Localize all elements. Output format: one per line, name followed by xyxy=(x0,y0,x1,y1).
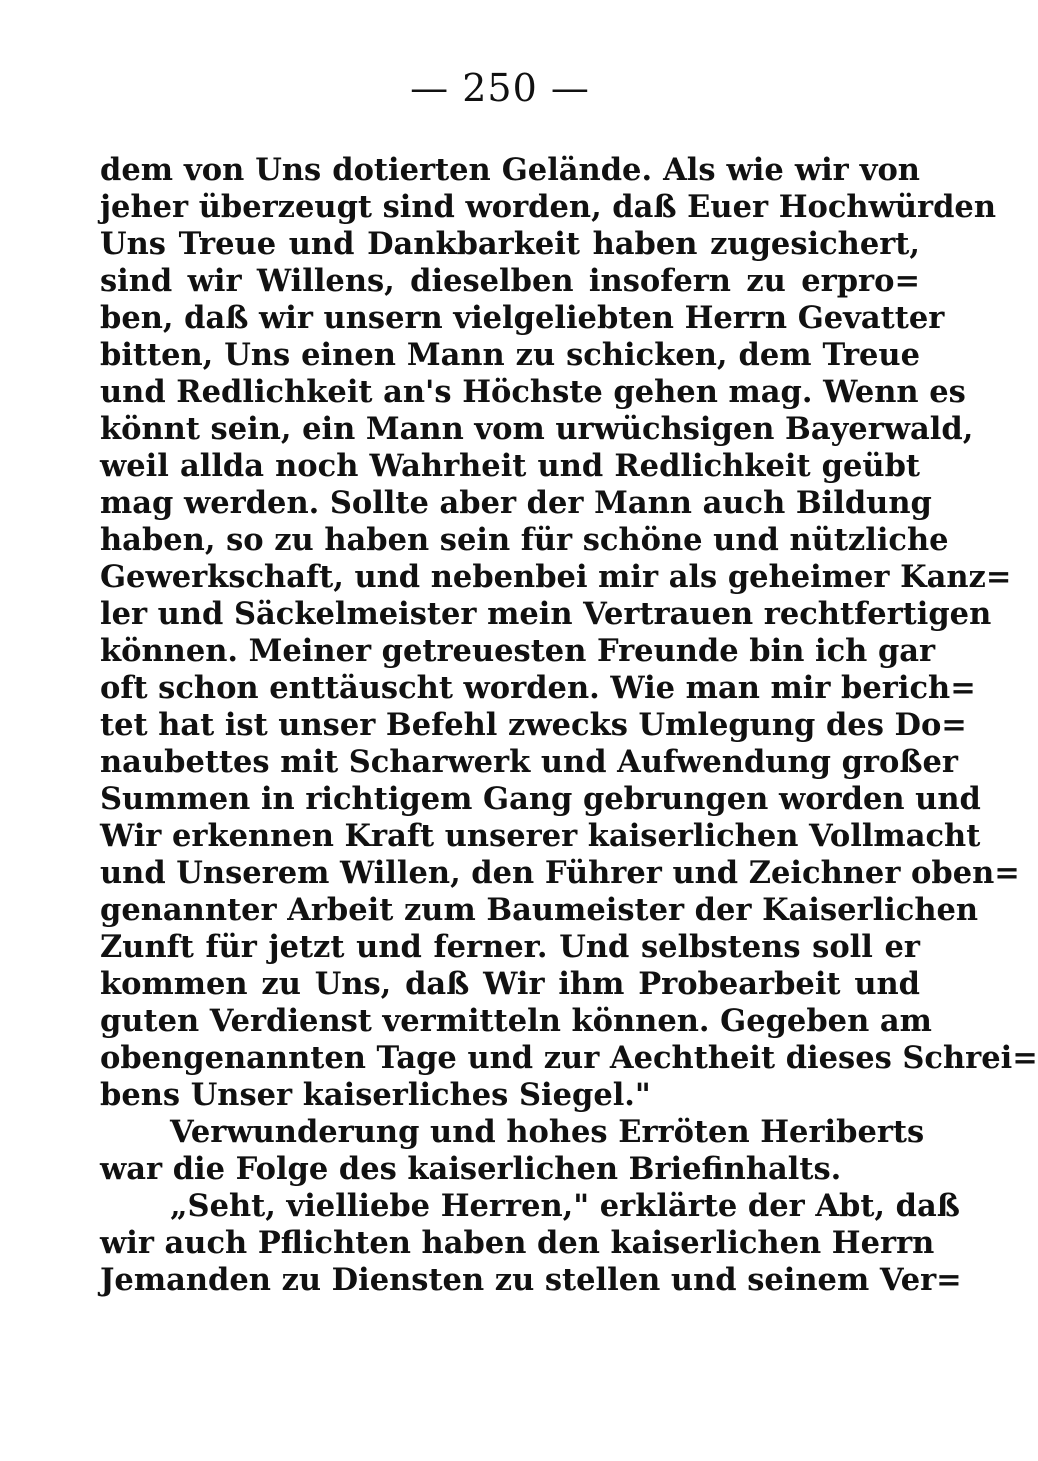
text-line: jeher überzeugt sind worden, daß Euer Hochwürden xyxy=(100,189,997,225)
text-line: mag werden. Sollte aber der Mann auch Bildung xyxy=(100,485,932,521)
text-line: genannter Arbeit zum Baumeister der Kaiserlichen xyxy=(100,892,979,928)
body-text xyxy=(100,152,1038,1299)
text-line: naubettes mit Scharwerk und Aufwendung großer xyxy=(100,744,958,780)
page-number: — 250 — xyxy=(410,66,590,110)
text-line: Gewerkschaft, und nebenbei mir als geheimer Kanz= xyxy=(100,559,1012,595)
text-line: tet hat ist unser Befehl zwecks Umlegung des Do= xyxy=(100,707,967,743)
text-line: können. Meiner getreuesten Freunde bin ich gar xyxy=(100,633,936,669)
text-line: und Redlichkeit an's Höchste gehen mag. Wenn es xyxy=(100,374,966,410)
text-line: sind wir Willens, dieselben insofern zu erpro= xyxy=(100,263,920,299)
text-line: kommen zu Uns, daß Wir ihm Probearbeit und xyxy=(100,966,920,1002)
text-line: und Unserem Willen, den Führer und Zeichner oben= xyxy=(100,855,1020,891)
text-line: könnt sein, ein Mann vom urwüchsigen Bayerwald, xyxy=(100,411,974,447)
text-line: haben, so zu haben sein für schöne und nützliche xyxy=(100,522,949,558)
text-line: ben, daß wir unsern vielgeliebten Herrn Gevatter xyxy=(100,300,945,336)
text-line: oft schon enttäuscht worden. Wie man mir berich= xyxy=(100,670,976,706)
text-line: wir auch Pflichten haben den kaiserlichen Herrn xyxy=(100,1225,935,1261)
text-line: Summen in richtigem Gang gebrungen worden und xyxy=(100,781,981,817)
text-line: Verwunderung und hohes Erröten Heriberts xyxy=(170,1114,925,1150)
text-line: Zunft für jetzt und ferner. Und selbstens soll er xyxy=(100,929,920,965)
text-line: bens Unser kaiserliches Siegel." xyxy=(100,1077,651,1113)
text-line: bitten, Uns einen Mann zu schicken, dem Treue xyxy=(100,337,920,373)
text-line: dem von Uns dotierten Gelände. Als wie wir von xyxy=(100,152,920,188)
text-line: Uns Treue und Dankbarkeit haben zugesichert, xyxy=(100,226,920,262)
text-line: war die Folge des kaiserlichen Briefinhalts. xyxy=(100,1151,842,1187)
text-line: ler und Säckelmeister mein Vertrauen rechtfertigen xyxy=(100,596,992,632)
text-line: „Seht, vielliebe Herren," erklärte der Abt, daß xyxy=(170,1188,960,1224)
text-line: obengenannten Tage und zur Aechtheit dieses Schrei= xyxy=(100,1040,1038,1076)
text-line: Wir erkennen Kraft unserer kaiserlichen Vollmacht xyxy=(100,818,981,854)
text-line: weil allda noch Wahrheit und Redlichkeit geübt xyxy=(100,448,920,484)
text-line: guten Verdienst vermitteln können. Gegeben am xyxy=(100,1003,932,1039)
text-line: Jemanden zu Diensten zu stellen und seinem Ver= xyxy=(100,1262,962,1298)
